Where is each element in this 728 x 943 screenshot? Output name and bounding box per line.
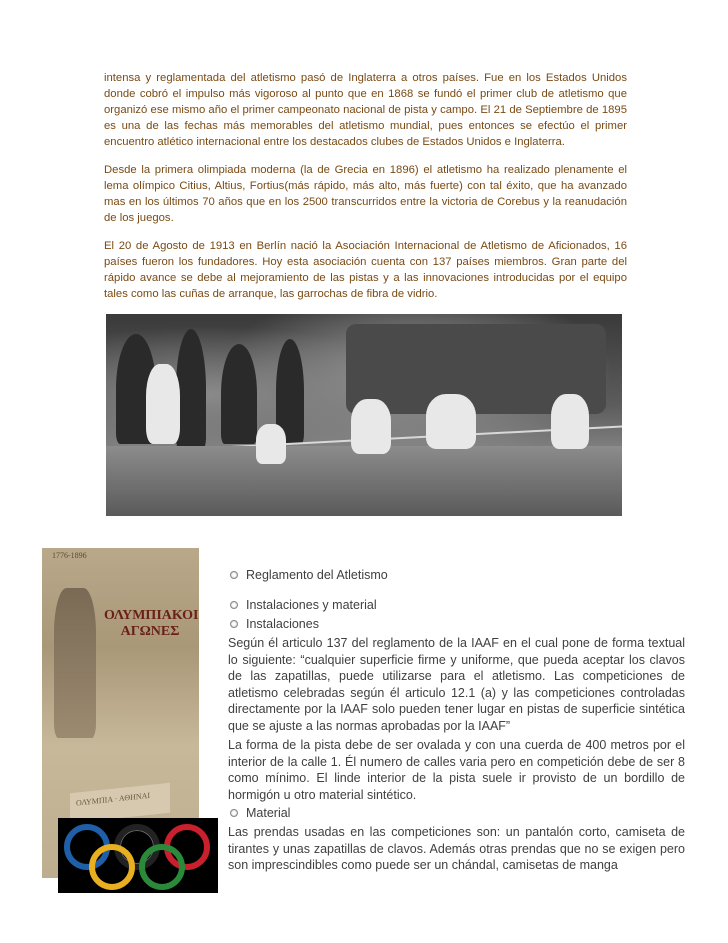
bullet-label: Reglamento del Atletismo: [246, 568, 388, 582]
bullet-label: Instalaciones y material: [246, 598, 377, 612]
poster-date: 1776-1896: [52, 551, 87, 560]
intro-paragraph-1: intensa y reglamentada del atletismo pasó de Inglaterra a otros países. Fue en los Estados Unidos donde cobró el impulso más vigoroso al punto que en 1868 se fundó el primer club de atletismo que organizó ese mismo año el primer campeonato nacional de pista y campo. El 21 de Septiembre de 1895 es una de las fechas más memorables del atletismo mundial, pues entonces se efectúo el primer encuentro atlético internacional entre los destacados clubes de Estados Unidos e Inglaterra.: [104, 72, 627, 148]
rules-section: [228, 568, 685, 874]
intro-paragraph-2: Desde la primera olimpiada moderna (la de Grecia en 1896) el atletismo ha realizado plenamente el lema olímpico Citius, Altius, Fortius(más rápido, más alto, más fuerte) con tal éxito, que ha avanzado mas en los últimos 70 años que en los 2500 transcurridos entre la victoria de Corebus y la reanudación de los juegos.: [104, 164, 627, 224]
bullet-label: Instalaciones: [246, 617, 319, 631]
bullet-icon: [230, 601, 238, 609]
poster-title-line-2: ΑΓΩΝΕΣ: [120, 624, 180, 639]
poster-figure: [54, 588, 96, 738]
poster-base-text: ΟΛΥΜΠΙΑ · ΑΘΗΝΑΙ: [76, 790, 151, 808]
historic-race-photo: [106, 314, 622, 516]
bullet-item: [228, 568, 685, 582]
bullet-item: [228, 806, 685, 820]
bullet-icon: [230, 809, 238, 817]
poster-title-line-1: ΟΛΥΜΠΙΑΚΟΙ: [104, 608, 199, 623]
paragraph: Las prendas usadas en las competiciones son: un pantalón corto, camiseta de tirantes y unas zapatillas de clavos. Además otras prendas que no se exigen pero son imprescindibles como puede ser un chándal, camisetas de manga: [228, 825, 685, 872]
olympic-ring-yellow: [89, 844, 135, 890]
intro-paragraph-3: El 20 de Agosto de 1913 en Berlín nació la Asociación Internacional de Atletismo de Aficionados, 16 países fueron los fundadores. Hoy esta asociación cuenta con 137 países miembros. Gran parte del rápido avance se debe al mejoramiento de las pistas y a las innovaciones introducidas por el equipo tales como las cuñas de arranque, las garrochas de fibra de vidrio.: [104, 240, 627, 300]
olympic-rings-image: [58, 818, 218, 893]
poster-title: [104, 608, 199, 640]
bullet-item: [228, 598, 685, 612]
bullet-label: Material: [246, 806, 291, 820]
paragraph: Según él articulo 137 del reglamento de la IAAF en el cual pone de forma textual lo siguiente: “cualquier superficie firme y uniforme, que pueda aceptar los clavos de las zapatillas, puede utilizarse para el atletismo. Las competiciones de atletismo celebradas según él articulo 12.1 (a) y las competiciones controladas directamente por la IAAF solo pueden tener lugar en pistas de superficie sintética que se ajuste a las normas aprobadas por la IAAF”: [228, 636, 685, 733]
olympic-ring-green: [139, 844, 185, 890]
intro-text: [104, 70, 627, 314]
bullet-icon: [230, 620, 238, 628]
bullet-item: [228, 617, 685, 631]
bullet-icon: [230, 571, 238, 579]
paragraph: La forma de la pista debe de ser ovalada y con una cuerda de 400 metros por el interior de la calle 1. Él numero de calles varia pero en competición debe de ser 8 como mínimo. El linde interior de la pista suele ir provisto de un bordillo de hormigón u otro material sintético.: [228, 738, 685, 802]
